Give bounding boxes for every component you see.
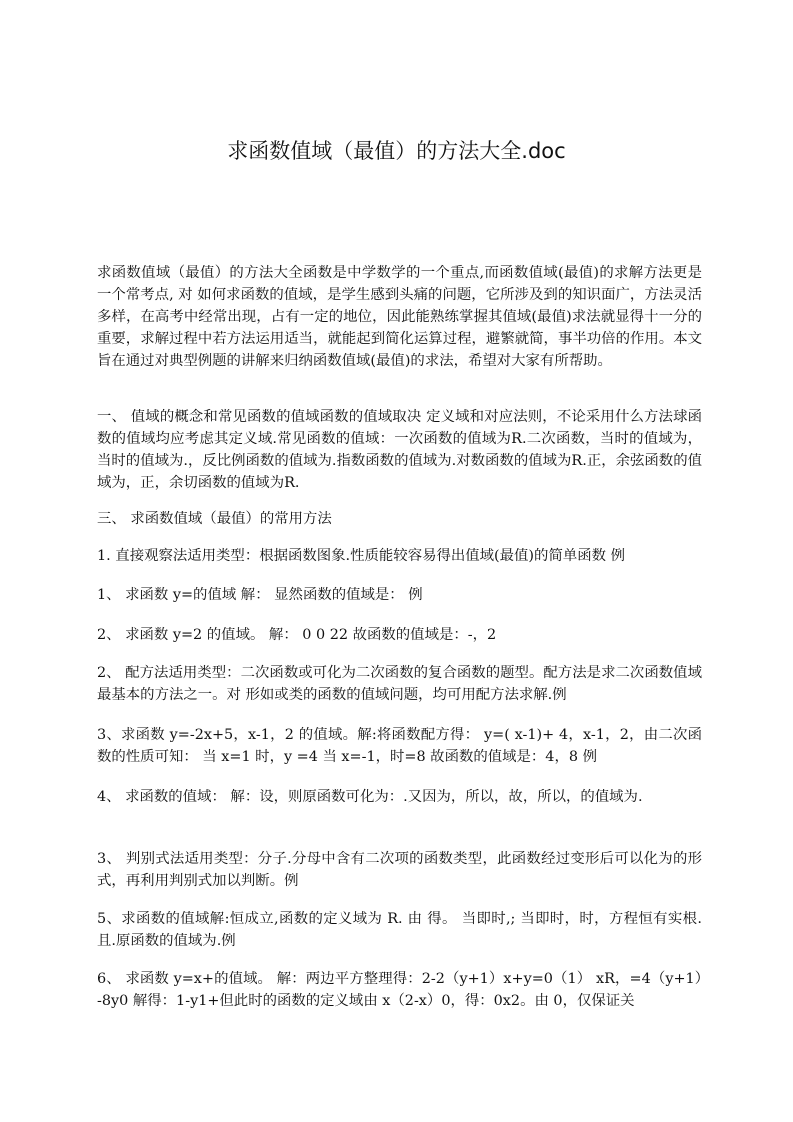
paragraph-range-concept: 一、 值域的概念和常见函数的值域函数的值域取决 定义域和对应法则，不论采用什么方法球函数的值域均应考虑其定义域.常见函数的值域：一次函数的值域为R.二次函数，当时的值域为，当时的值域为.，反比例函数的值域为.指数函数的值域为.对数函数的值域为R.正，余弦函数的值域为，正，余切函数的值域为R.	[97, 409, 702, 491]
document-title: 求函数值域（最值）的方法大全.doc	[227, 139, 566, 163]
paragraph-example-3: 3、求函数 y=-2x+5，x-1，2 的值域。解:将函数配方得： y=( x-1)+ 4，x-1，2，由二次函数的性质可知： 当 x=1 时，y =4 当 x=-1，时=8 故函数的值域是：4，8 例	[97, 727, 702, 765]
paragraph-direct-observation: 1. 直接观察法适用类型：根据函数图象.性质能较容易得出值域(最值)的简单函数 例	[97, 548, 625, 564]
paragraph-example-5: 5、求函数的值域解:恒成立,函数的定义域为 R. 由 得。 当即时,; 当即时，时，方程恒有实根. 且.原函数的值域为.例	[97, 911, 702, 949]
paragraph-example-1: 1、 求函数 y=的值域 解： 显然函数的值域是： 例	[97, 587, 423, 603]
paragraph-introduction: 求函数值域（最值）的方法大全函数是中学数学的一个重点,而函数值域(最值)的求解方法更是一个常考点, 对 如何求函数的值域，是学生感到头痛的问题，它所涉及到的知识面广，方法灵活多样，在高考中经常出现，占有一定的地位，因此能熟练掌握其值域(最值)求法就显得十一分的重要，求解过程中若方法运用适当，就能起到简化运算过程，避繁就简，事半功倍的作用。本文旨在通过对典型例题的讲解来归纳函数值域(最值)的求法，希望对大家有所帮助。	[97, 265, 702, 369]
paragraph-example-6: 6、 求函数 y=x+的值域。 解：两边平方整理得：2-2（y+1）x+y=0（1） xR，=4（y+1）-8y0 解得：1-y1+但此时的函数的定义域由 x（2-x）0，得：0x2。由 0，仅保证关	[97, 971, 702, 1009]
paragraph-example-4: 4、 求函数的值域： 解：设，则原函数可化为：.又因为，所以，故，所以，的值域为.	[97, 789, 643, 805]
section-heading-methods: 三、 求函数值域（最值）的常用方法	[97, 511, 332, 527]
paragraph-completing-square: 2、 配方法适用类型：二次函数或可化为二次函数的复合函数的题型。配方法是求二次函数值域最基本的方法之一。对 形如或类的函数的值域问题，均可用配方法求解.例	[97, 665, 702, 703]
paragraph-discriminant-method: 3、 判别式法适用类型：分子.分母中含有二次项的函数类型，此函数经过变形后可以化为的形式，再利用判别式加以判断。例	[97, 851, 702, 889]
paragraph-example-2: 2、 求函数 y=2 的值域。 解： 0 0 22 故函数的值域是：-，2	[97, 627, 497, 643]
